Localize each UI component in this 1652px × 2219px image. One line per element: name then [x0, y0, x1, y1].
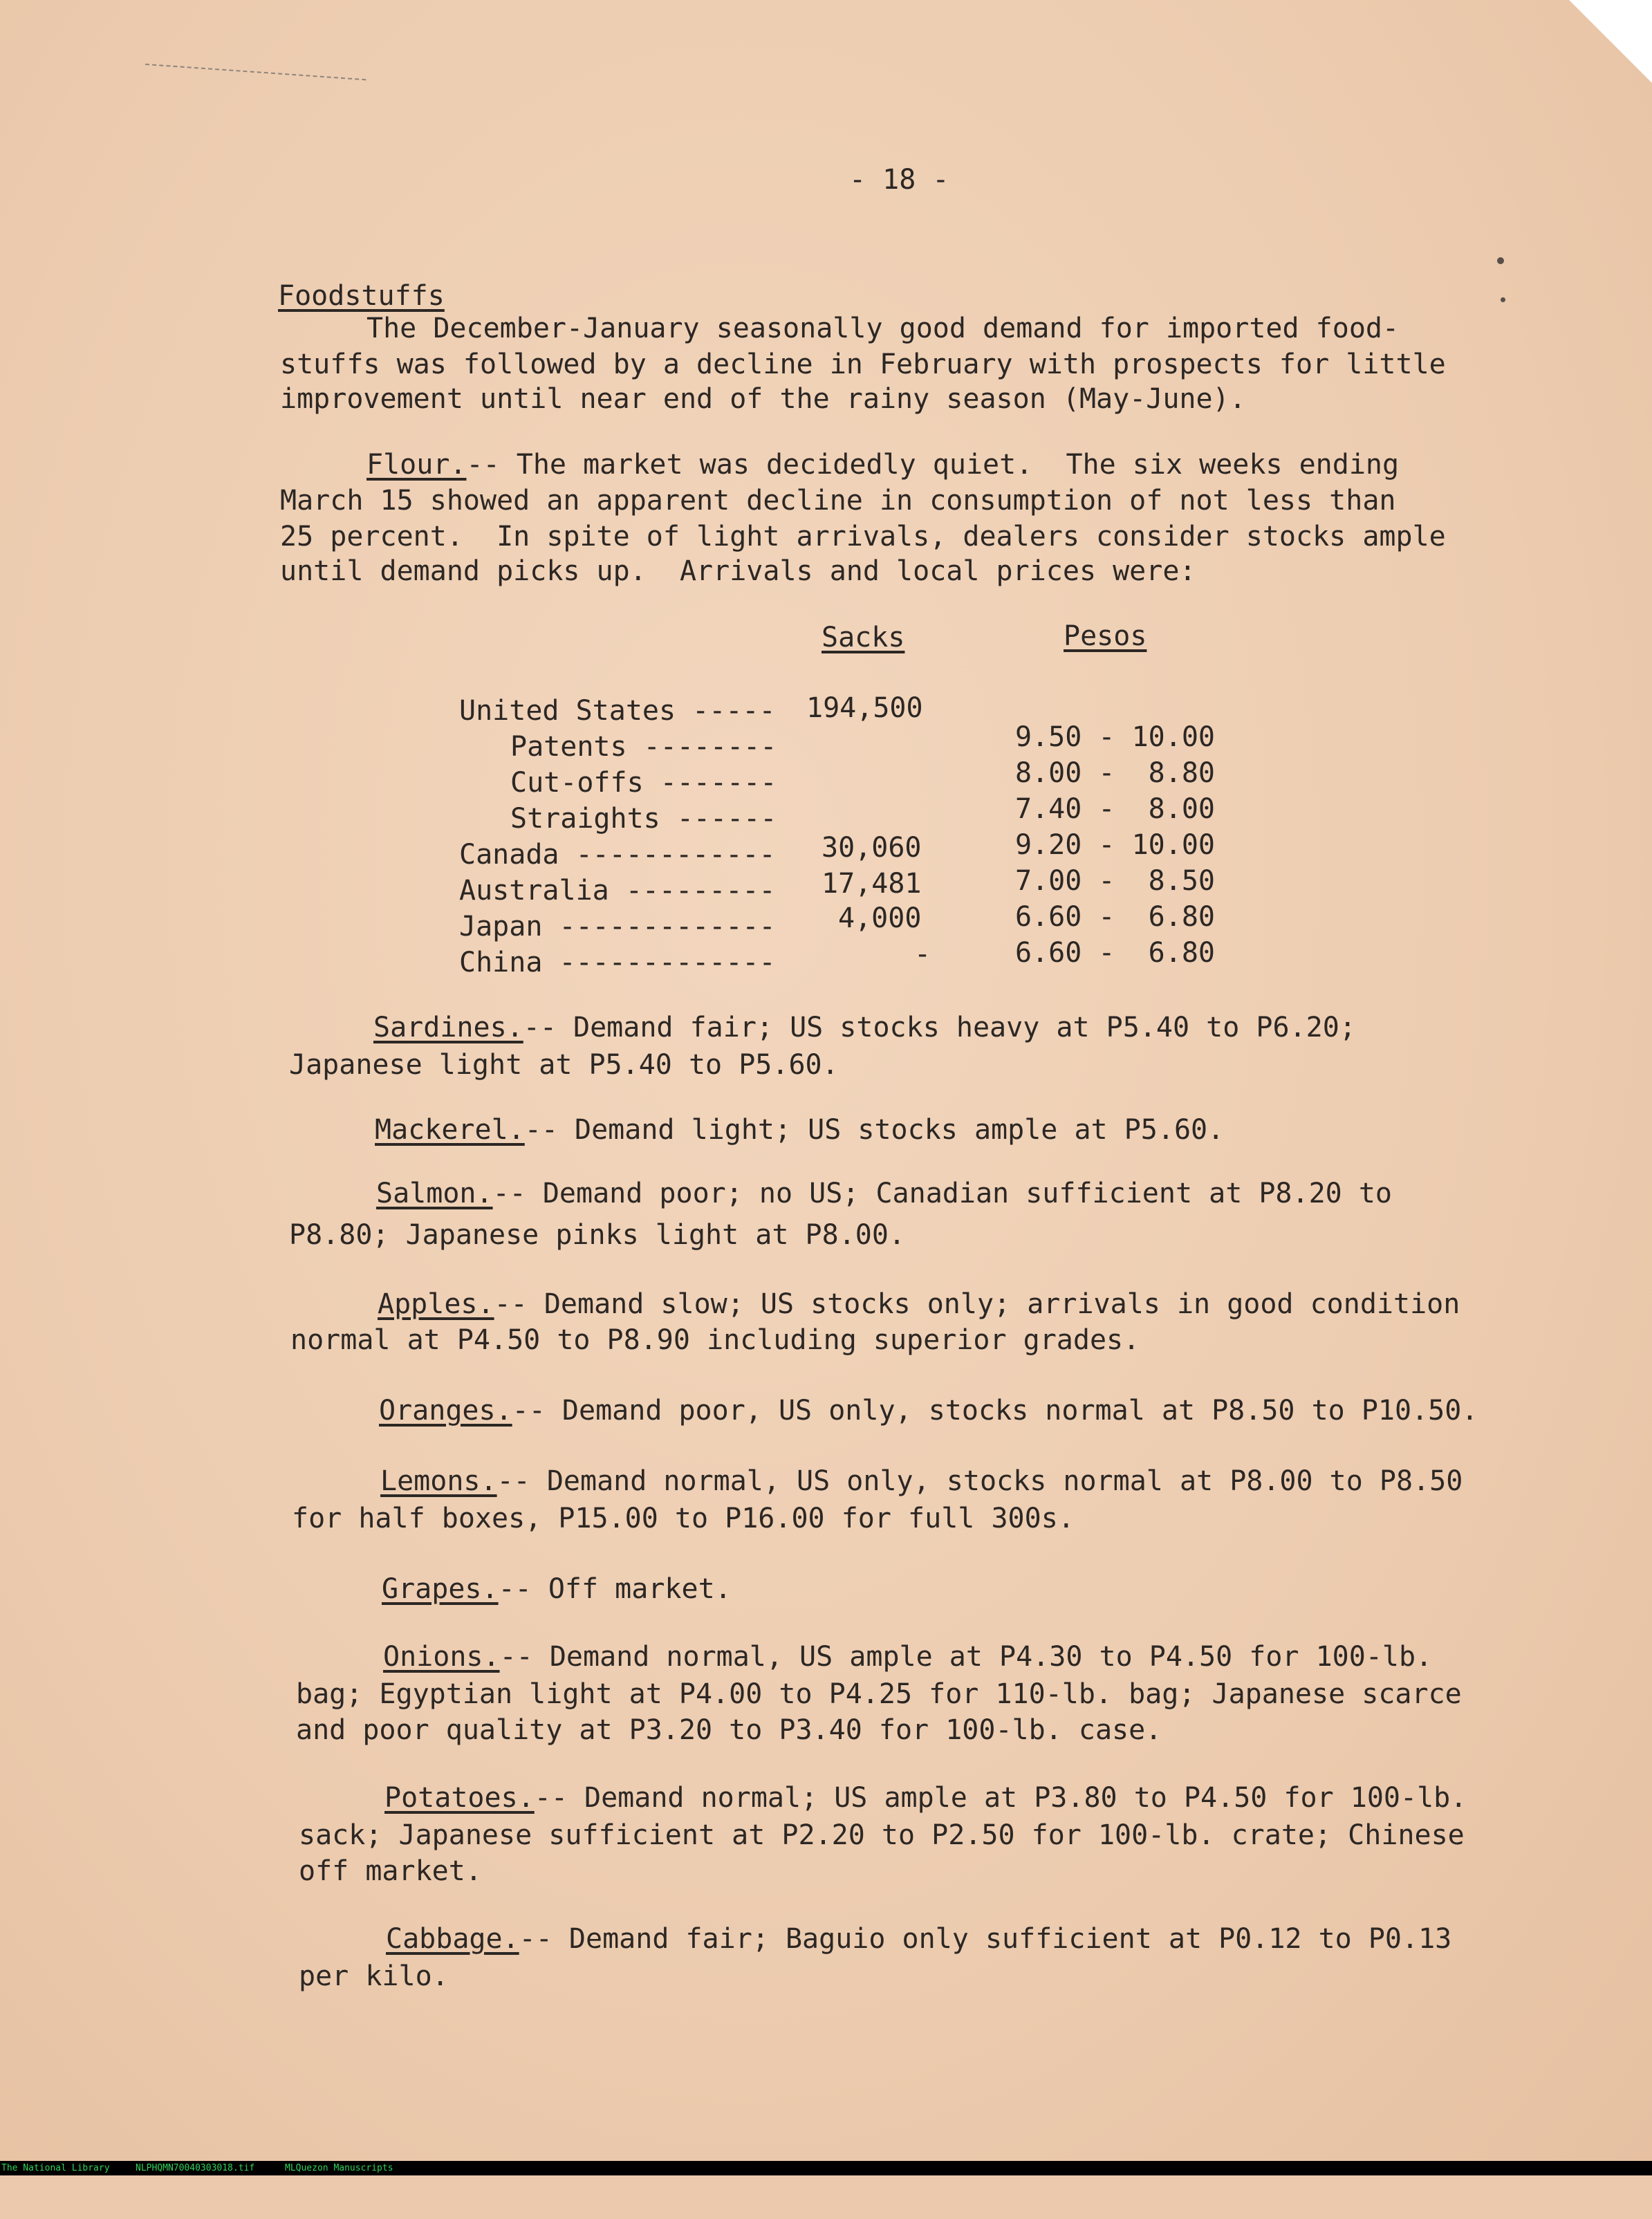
- potatoes-text: -- Demand normal; US ample at P3.80 to P4.50 for 100-lb.: [534, 1782, 1467, 1814]
- oranges-text: -- Demand poor, US only, stocks normal at P8.50 to P10.50.: [512, 1395, 1478, 1427]
- onions-paragraph: [383, 1643, 1432, 1671]
- salmon-text: -- Demand poor; no US; Canadian sufficient at P8.20 to: [492, 1178, 1393, 1209]
- lemons-text: -- Demand normal, US only, stocks normal at P8.00 to P8.50: [496, 1465, 1463, 1497]
- section-title: Foodstuffs: [278, 280, 445, 312]
- table-row-sacks: 194,500: [806, 692, 923, 724]
- table-row-label: Cut-offs -------: [510, 767, 777, 799]
- mackerel-paragraph: [375, 1116, 1224, 1144]
- onions-line: and poor quality at P3.20 to P3.40 for 100-lb. case.: [296, 1714, 1162, 1746]
- oranges-paragraph: [379, 1395, 1478, 1427]
- footer-library: The National Library: [1, 2163, 110, 2173]
- intro-line: improvement until near end of the rainy season (May-June).: [280, 383, 1246, 415]
- potatoes-line: sack; Japanese sufficient at P2.20 to P2.50 for 100-lb. crate; Chinese: [299, 1819, 1465, 1851]
- ink-dot: [1501, 297, 1505, 302]
- cabbage-line: per kilo.: [299, 1960, 449, 1992]
- cabbage-heading: Cabbage.: [386, 1923, 519, 1955]
- pencil-mark: [145, 64, 366, 82]
- flour-line: 25 percent. In spite of light arrivals, dealers consider stocks ample: [280, 521, 1446, 553]
- cabbage-paragraph: [386, 1925, 1451, 1953]
- table-row-pesos: 7.00 - 8.50: [1015, 865, 1215, 897]
- col-header-pesos: Pesos: [1064, 620, 1147, 652]
- table-row-pesos: 7.40 - 8.00: [1015, 793, 1215, 825]
- table-row-label: United States -----: [459, 695, 776, 727]
- flour-text: -- The market was decidedly quiet. The six weeks ending: [466, 449, 1400, 481]
- cabbage-text: -- Demand fair; Baguio only sufficient at P0.12 to P0.13: [519, 1923, 1452, 1955]
- table-row-sacks: 17,481: [822, 868, 922, 900]
- grapes-text: -- Off market.: [498, 1573, 732, 1605]
- flour-heading: Flour.: [366, 449, 467, 481]
- onions-heading: Onions.: [383, 1641, 500, 1673]
- ink-dot: [1497, 257, 1504, 264]
- apples-heading: Apples.: [378, 1288, 494, 1320]
- sardines-text: -- Demand fair; US stocks heavy at P5.40 to P6.20;: [523, 1012, 1356, 1043]
- lemons-line: for half boxes, P15.00 to P16.00 for full 300s.: [292, 1503, 1075, 1534]
- table-row-sacks: 4,000: [838, 902, 922, 934]
- potatoes-heading: Potatoes.: [384, 1782, 535, 1814]
- intro-line: stuffs was followed by a decline in February with prospects for little: [280, 349, 1446, 380]
- table-row-label: Australia ---------: [459, 875, 776, 907]
- onions-text: -- Demand normal, US ample at P4.30 to P4.50 for 100-lb.: [499, 1641, 1433, 1673]
- table-row-label: Japan -------------: [459, 911, 776, 943]
- salmon-line: P8.80; Japanese pinks light at P8.00.: [289, 1219, 906, 1251]
- page-number: - 18 -: [849, 164, 949, 196]
- salmon-paragraph: [376, 1180, 1392, 1207]
- potatoes-paragraph: [384, 1784, 1467, 1812]
- table-row-label: Straights ------: [510, 803, 777, 835]
- table-row-pesos: 9.50 - 10.00: [1015, 721, 1215, 753]
- table-row-label: China -------------: [459, 947, 776, 978]
- table-row-label: Canada ------------: [459, 839, 776, 871]
- potatoes-line: off market.: [299, 1855, 482, 1887]
- oranges-heading: Oranges.: [379, 1395, 512, 1427]
- table-row-pesos: 9.20 - 10.00: [1015, 829, 1215, 861]
- table-row-pesos: 8.00 - 8.80: [1015, 757, 1215, 789]
- intro-line: The December-January seasonally good demand for imported food-: [366, 313, 1400, 344]
- onions-line: bag; Egyptian light at P4.00 to P4.25 for 110-lb. bag; Japanese scarce: [296, 1678, 1462, 1710]
- lemons-paragraph: [380, 1467, 1463, 1495]
- col-header-sacks: Sacks: [822, 622, 905, 653]
- salmon-heading: Salmon.: [376, 1178, 493, 1209]
- page-corner: [1569, 0, 1652, 83]
- grapes-paragraph: [382, 1575, 732, 1603]
- mackerel-text: -- Demand light; US stocks ample at P5.60.: [524, 1114, 1225, 1146]
- table-row-sacks: -: [914, 938, 931, 970]
- grapes-heading: Grapes.: [382, 1573, 499, 1605]
- table-row-label: Patents --------: [510, 731, 777, 763]
- table-row-pesos: 6.60 - 6.80: [1015, 937, 1215, 969]
- lemons-heading: Lemons.: [380, 1465, 497, 1497]
- sardines-heading: Sardines.: [373, 1012, 523, 1043]
- footer-file: NLPHQMN70040303018.tif: [136, 2163, 255, 2173]
- apples-paragraph: [378, 1290, 1460, 1318]
- apples-line: normal at P4.50 to P8.90 including superior grades.: [290, 1324, 1140, 1356]
- footer-collection: MLQuezon Manuscripts: [285, 2163, 393, 2173]
- table-row-sacks: 30,060: [822, 832, 922, 864]
- table-row-pesos: 6.60 - 6.80: [1015, 901, 1215, 933]
- mackerel-heading: Mackerel.: [375, 1114, 525, 1146]
- flour-line: March 15 showed an apparent decline in consumption of not less than: [280, 485, 1396, 517]
- flour-line: until demand picks up. Arrivals and local prices were:: [280, 555, 1196, 587]
- sardines-paragraph: [373, 1014, 1356, 1041]
- flour-paragraph-first-line: [366, 451, 1399, 479]
- sardines-line: Japanese light at P5.40 to P5.60.: [289, 1049, 839, 1081]
- apples-text: -- Demand slow; US stocks only; arrivals in good condition: [494, 1288, 1460, 1320]
- scan-footer-bar: [0, 2161, 1652, 2175]
